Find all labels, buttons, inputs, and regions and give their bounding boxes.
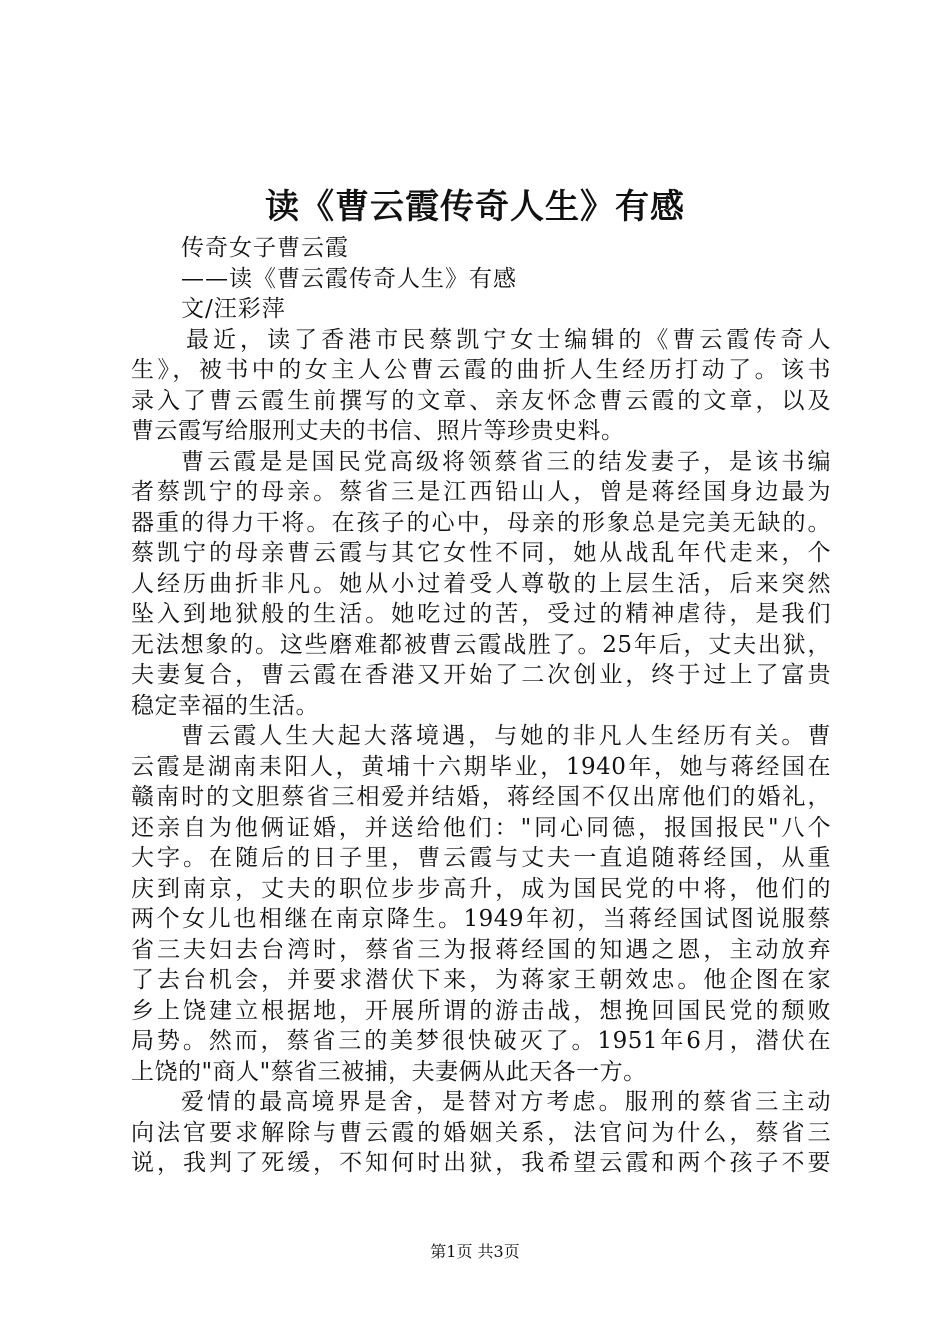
paragraph-line: 说，我判了死缓，不知何时出狱，我希望云霞和两个孩子不要 — [131, 1150, 831, 1176]
paragraph-line: 大字。在随后的日子里，曹云霞与丈夫一直追随蒋经国，从重 — [131, 845, 831, 871]
paragraph-line: 了去台机会，并要求潜伏下来，为蒋家王朝效忠。他企图在家 — [131, 967, 831, 993]
paragraph-line: 曹云霞人生大起大落境遇，与她的非凡人生经历有关。曹 — [181, 723, 831, 749]
subtitle-reference-line: ——读《曹云霞传奇人生》有感 — [181, 265, 517, 292]
paragraph-line: 夫妻复合，曹云霞在香港又开始了二次创业，终于过上了富贵 — [131, 662, 831, 688]
paragraph-line: 人经历曲折非凡。她从小过着受人尊敬的上层生活，后来突然 — [131, 570, 831, 597]
paragraph-4 — [131, 1087, 831, 1179]
paragraph-line: 还亲自为他俩证婚，并送给他们："同心同德，报国报民"八个 — [131, 814, 831, 841]
paragraph-1 — [131, 325, 831, 447]
paragraph-line: 局势。然而，蔡省三的美梦很快破灭了。1951年6月，潜伏在 — [131, 1028, 831, 1054]
paragraph-line: 乡上饶建立根据地，开展所谓的游击战，想挽回国民党的颓败 — [131, 997, 831, 1024]
document-body — [131, 233, 831, 1179]
paragraph-line: 云霞是湖南耒阳人，黄埔十六期毕业，1940年，她与蒋经国在 — [131, 753, 831, 780]
paragraph-line: 坠入到地狱般的生活。她吃过的苦，受过的精神虐待，是我们 — [131, 601, 831, 627]
paragraph-line: 向法官要求解除与曹云霞的婚姻关系，法官问为什么，蔡省三 — [131, 1119, 831, 1146]
paragraph-line: 稳定幸福的生活。 — [131, 692, 319, 719]
document-title: 读《曹云霞传奇人生》有感 — [265, 187, 685, 227]
paragraph-line: 蔡凯宁的母亲曹云霞与其它女性不同，她从战乱年代走来，个 — [131, 540, 831, 566]
paragraph-line: 曹云霞写给服刑丈夫的书信、照片等珍贵史料。 — [131, 418, 625, 444]
author-line: 文/汪彩萍 — [181, 296, 286, 322]
paragraph-line: 庆到南京，丈夫的职位步步高升，成为国民党的中将，他们的 — [131, 875, 831, 902]
paragraph-line: 生》，被书中的女主人公曹云霞的曲折人生经历打动了。该书 — [131, 357, 831, 383]
paragraph-2 — [131, 447, 831, 722]
paragraph-line: 赣南时的文胆蔡省三相爱并结婚，蒋经国不仅出席他们的婚礼， — [131, 784, 831, 810]
paragraph-line: 上饶的"商人"蔡省三被捕，夫妻俩从此天各一方。 — [131, 1058, 647, 1085]
paragraph-line: 爱情的最高境界是舍，是替对方考虑。服刑的蔡省三主动 — [181, 1089, 831, 1115]
page-footer: 第1页 共3页 — [430, 1242, 520, 1261]
paragraph-line: 两个女儿也相继在南京降生。1949年初，当蒋经国试图说服蔡 — [131, 906, 831, 932]
paragraph-3 — [131, 721, 831, 1087]
paragraph-line: 无法想象的。这些磨难都被曹云霞战胜了。25年后，丈夫出狱， — [131, 631, 831, 658]
paragraph-line: 省三夫妇去台湾时，蔡省三为报蒋经国的知遇之恩，主动放弃 — [131, 936, 831, 963]
paragraph-line: 器重的得力干将。在孩子的心中，母亲的形象总是完美无缺的。 — [131, 509, 831, 536]
paragraph-line: 录入了曹云霞生前撰写的文章、亲友怀念曹云霞的文章，以及 — [131, 387, 831, 414]
paragraph-line: 曹云霞是是国民党高级将领蔡省三的结发妻子，是该书编 — [181, 448, 831, 475]
paragraph-line: 者蔡凯宁的母亲。蔡省三是江西铅山人，曾是蒋经国身边最为 — [131, 479, 831, 505]
paragraph-line: 最近，读了香港市民蔡凯宁女士编辑的《曹云霞传奇人 — [186, 326, 831, 353]
subtitle-line: 传奇女子曹云霞 — [181, 235, 349, 261]
